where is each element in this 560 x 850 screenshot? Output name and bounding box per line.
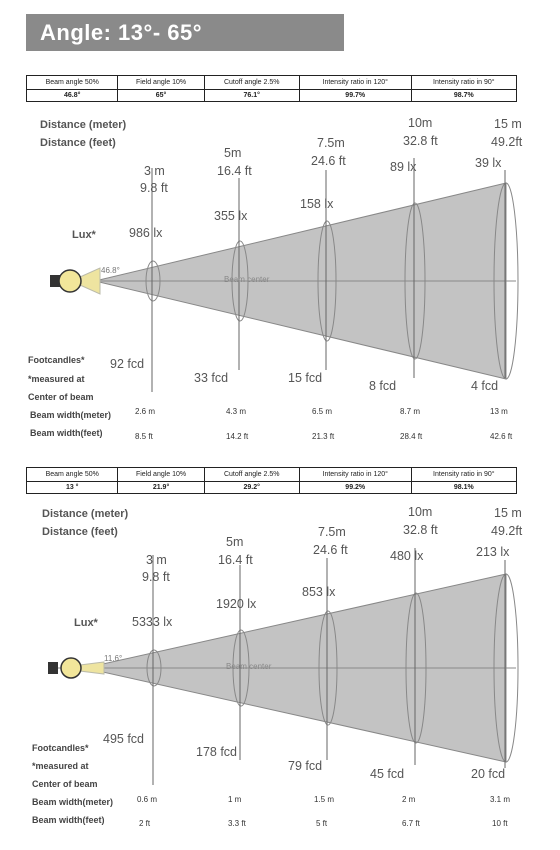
dist-m: 3 m [144, 164, 165, 178]
dist-ft: 32.8 ft [403, 134, 438, 148]
measured-label: *measured at [32, 761, 89, 771]
beam-width-m: 1 m [228, 795, 242, 804]
beam-width-m: 4.3 m [226, 407, 247, 416]
beam-width-ft: 8.5 ft [135, 432, 153, 441]
distance-feet-label: Distance (feet) [42, 526, 118, 538]
fcd-value: 20 fcd [471, 767, 506, 781]
value-ratio-90: 98.7% [411, 90, 516, 102]
fcd-value: 178 fcd [196, 745, 238, 759]
lux-value: 1920 lx [216, 597, 257, 611]
beam-center-label: Beam center [226, 662, 272, 671]
value-ratio-120: 99.2% [299, 482, 411, 494]
header-beam-angle: Beam angle 50% [27, 468, 118, 482]
fcd-value: 45 fcd [370, 767, 405, 781]
header-ratio-120: Intensity ratio in 120° [299, 76, 411, 90]
dist-m: 5m [226, 535, 244, 549]
value-beam-angle: 46.8° [27, 90, 118, 102]
fcd-value: 33 fcd [194, 371, 229, 385]
lux-value: 5333 lx [132, 615, 173, 629]
dist-ft: 9.8 ft [140, 181, 168, 195]
fcd-value: 79 fcd [288, 759, 323, 773]
dist-ft: 49.2ft [491, 135, 523, 149]
beam-width-meter-label: Beam width(meter) [32, 797, 114, 807]
header-beam-angle: Beam angle 50% [27, 76, 118, 90]
value-cutoff-angle: 76.1° [204, 90, 299, 102]
lux-value: 39 lx [475, 156, 502, 170]
fcd-value: 8 fcd [369, 379, 397, 393]
value-beam-angle: 13 ° [27, 482, 118, 494]
lux-value: 480 lx [390, 549, 424, 563]
value-field-angle: 65° [118, 90, 204, 102]
lux-value: 213 lx [476, 545, 510, 559]
lux-value: 355 lx [214, 209, 248, 223]
beam-width-meter-label: Beam width(meter) [30, 410, 112, 420]
dist-ft: 32.8 ft [403, 523, 438, 537]
header-ratio-120: Intensity ratio in 120° [299, 468, 411, 482]
beam-width-m: 1.5 m [314, 795, 335, 804]
beam-width-feet-label: Beam width(feet) [30, 428, 103, 438]
distance-feet-label: Distance (feet) [40, 137, 116, 149]
dist-m: 7.5m [318, 525, 346, 539]
dist-m: 3 m [146, 553, 167, 567]
angle-label: 46.8° [101, 266, 120, 275]
lux-label: Lux* [72, 229, 96, 241]
beam-width-ft: 21.3 ft [312, 432, 335, 441]
beam-width-ft: 28.4 ft [400, 432, 423, 441]
distance-meter-label: Distance (meter) [40, 119, 127, 131]
value-cutoff-angle: 29.2° [204, 482, 299, 494]
header-ratio-90: Intensity ratio in 90° [411, 468, 516, 482]
lux-value: 89 lx [390, 160, 417, 174]
beam-width-m: 3.1 m [490, 795, 511, 804]
lux-value: 986 lx [129, 226, 163, 240]
angle-label: 11.6° [104, 654, 123, 663]
dist-ft: 24.6 ft [313, 543, 348, 557]
beam-width-m: 0.6 m [137, 795, 158, 804]
lux-label: Lux* [74, 617, 98, 629]
dist-m: 5m [224, 146, 242, 160]
beam-width-ft: 2 ft [139, 819, 151, 828]
page-title: Angle: 13°- 65° [26, 14, 344, 51]
dist-ft: 49.2ft [491, 524, 523, 538]
dist-m: 10m [408, 505, 433, 519]
footcandles-label: Footcandles* [32, 743, 89, 753]
header-cutoff-angle: Cutoff angle 2.5% [204, 468, 299, 482]
fcd-value: 495 fcd [103, 732, 145, 746]
dist-ft: 24.6 ft [311, 154, 346, 168]
beam-width-m: 13 m [490, 407, 508, 416]
fcd-value: 4 fcd [471, 379, 499, 393]
distance-meter-label: Distance (meter) [42, 508, 129, 520]
beam-width-ft: 6.7 ft [402, 819, 420, 828]
dist-ft: 16.4 ft [218, 553, 253, 567]
dist-ft: 9.8 ft [142, 570, 170, 584]
dist-ft: 16.4 ft [217, 164, 252, 178]
header-ratio-90: Intensity ratio in 90° [411, 76, 516, 90]
beam-width-ft: 5 ft [316, 819, 328, 828]
footcandles-label: Footcandles* [28, 355, 85, 365]
beam-width-feet-label: Beam width(feet) [32, 815, 105, 825]
beam-width-m: 2 m [402, 795, 416, 804]
beam-center-label: Beam center [224, 275, 270, 284]
beam-cone-2 [48, 548, 518, 785]
lux-value: 158 lx [300, 197, 334, 211]
dist-m: 7.5m [317, 136, 345, 150]
beam-width-m: 6.5 m [312, 407, 333, 416]
value-field-angle: 21.9° [118, 482, 204, 494]
dist-m: 15 m [494, 506, 522, 520]
header-field-angle: Field angle 10% [118, 76, 204, 90]
beam-width-ft: 42.6 ft [490, 432, 513, 441]
header-field-angle: Field angle 10% [118, 468, 204, 482]
dist-m: 15 m [494, 117, 522, 131]
value-ratio-90: 98.1% [411, 482, 516, 494]
beam-width-ft: 3.3 ft [228, 819, 246, 828]
beam-width-m: 2.6 m [135, 407, 156, 416]
value-ratio-120: 99.7% [299, 90, 411, 102]
fcd-value: 15 fcd [288, 371, 323, 385]
fcd-value: 92 fcd [110, 357, 145, 371]
beam-width-m: 8.7 m [400, 407, 421, 416]
header-cutoff-angle: Cutoff angle 2.5% [204, 76, 299, 90]
center-of-beam-label: Center of beam [28, 392, 94, 402]
lux-value: 853 lx [302, 585, 336, 599]
dist-m: 10m [408, 116, 433, 130]
beam-width-ft: 10 ft [492, 819, 508, 828]
center-of-beam-label: Center of beam [32, 779, 98, 789]
measured-label: *measured at [28, 374, 85, 384]
beam-width-ft: 14.2 ft [226, 432, 249, 441]
